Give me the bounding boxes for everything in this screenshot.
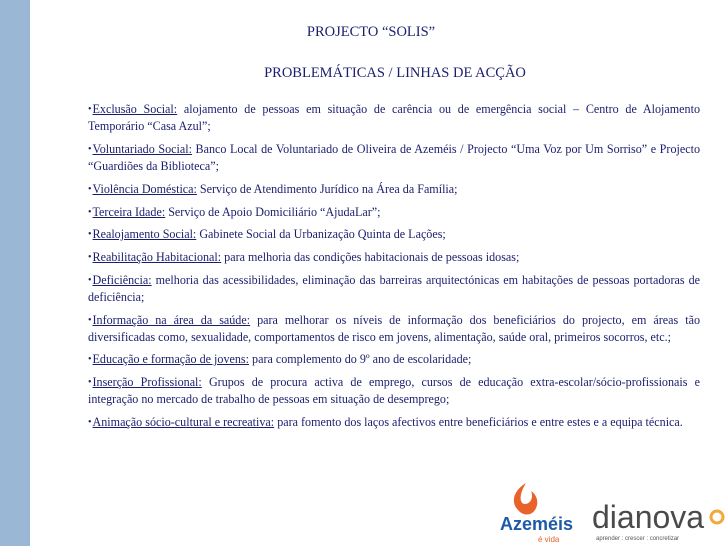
list-item [88,312,700,346]
left-decorative-band [0,0,30,546]
item-label: Educação e formação de jovens: [92,352,249,367]
dianova-dot-icon [711,511,723,523]
azemeis-logo [500,483,573,544]
item-text: Banco Local de Voluntariado de Oliveira de Azeméis / Projecto “Uma Voz por Um Sorriso” e Projecto “Guardiões da Biblioteca”; [88,141,700,174]
list-item [88,272,700,306]
slide-subtitle: PROBLEMÁTICAS / LINHAS DE ACÇÃO [264,65,526,81]
list-item [88,351,700,368]
item-label: Exclusão Social: [92,102,178,116]
item-label: Informação na área da saúde: [92,312,251,327]
item-text: Gabinete Social da Urbanização Quinta de Lações; [196,227,446,242]
item-label: Violência Doméstica: [92,181,197,196]
item-text: para complemento do 9º ano de escolaridade; [249,352,472,367]
bullet-icon: • [88,314,92,326]
item-text: Serviço de Atendimento Jurídico na Área da Família; [196,181,458,196]
item-text: melhoria das acessibilidades, eliminação das barreiras arquitectónicas em habitações de pessoas portadoras de deficiência; [88,272,700,304]
item-label: Deficiência: [92,272,152,287]
list-item [88,141,700,175]
list-item [88,249,700,266]
bullet-icon: • [88,183,92,195]
item-text: Serviço de Apoio Domiciliário “AjudaLar”; [165,204,381,219]
dianova-name: dianova [592,499,705,535]
item-text: Grupos de procura activa de emprego, cursos de educação extra-escolar/sócio-profissionais e integração no mercado de trabalho de pessoas em situação de desemprego; [88,375,700,407]
list-item [88,414,700,431]
list-item [88,374,700,408]
bullet-list [88,101,700,437]
item-text: para melhoria das condições habitacionais de pessoas idosas; [221,249,520,264]
bullet-icon: • [88,206,92,218]
list-item [88,204,700,221]
bullet-icon: • [88,251,92,263]
item-text: para melhorar os níveis de informação dos beneficiários do projecto, em áreas tão diversificadas como, sexualidade, comportamentos de risco em jovens, alimentação, saúde oral, primeiros socorros, etc.; [88,312,700,344]
bullet-icon: • [88,377,92,389]
list-item [88,226,700,243]
item-label: Realojamento Social: [92,227,197,242]
logos-svg [498,480,728,546]
slide-title: PROJECTO “SOLIS” [306,24,436,40]
logo-area [498,480,728,546]
item-label: Voluntariado Social: [92,141,192,156]
item-label: Inserção Profissional: [92,375,202,390]
dianova-tagline: aprender : crescer : concretizar [596,536,680,542]
azemeis-tagline: é vida [538,535,560,544]
bullet-icon: • [88,143,92,155]
bullet-icon: • [88,104,92,115]
bullet-icon: • [88,229,92,241]
dianova-logo [592,499,723,542]
azemeis-name: Azeméis [500,514,574,534]
list-item [88,101,700,135]
bullet-icon: • [88,274,92,286]
item-label: Reabilitação Habitacional: [92,249,222,264]
list-item [88,181,700,198]
item-text: para fomento dos laços afectivos entre beneficiários e entre estes e a equipa técnica. [274,415,683,430]
item-label: Terceira Idade: [92,204,166,219]
bullet-icon: • [88,417,92,429]
item-text: alojamento de pessoas em situação de carência ou de emergência social – Centro de Alojamento Temporário “Casa Azul”; [88,102,700,134]
item-label: Animação sócio-cultural e recreativa: [92,415,275,430]
azemeis-flame-icon [514,483,537,515]
bullet-icon: • [88,354,92,366]
